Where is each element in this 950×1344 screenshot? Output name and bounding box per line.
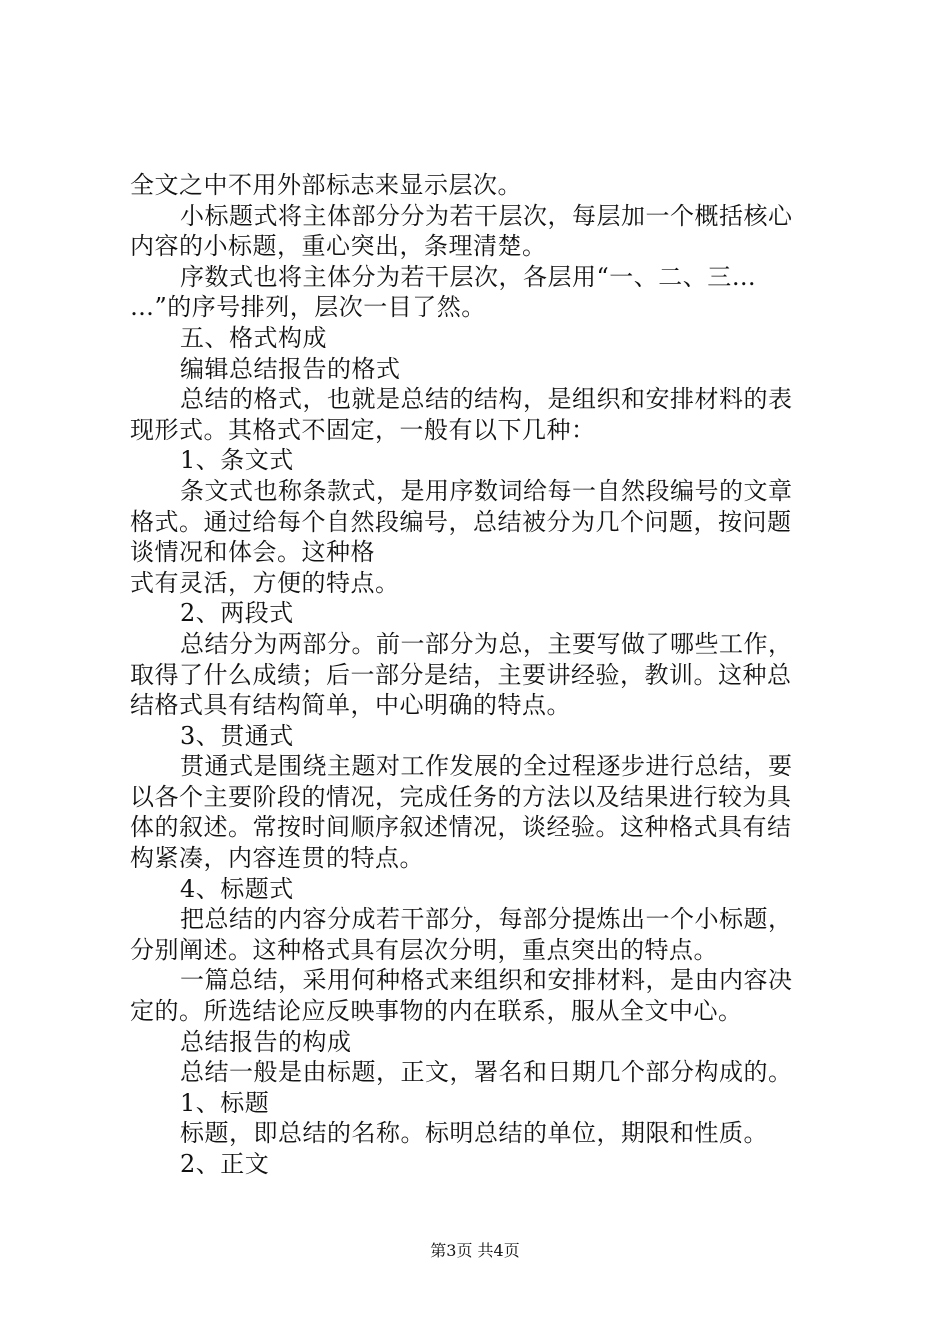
- text-line: 内容的小标题，重心突出，条理清楚。: [130, 232, 547, 261]
- text-line: 标题，即总结的名称。标明总结的单位，期限和性质。: [180, 1119, 768, 1148]
- text-line: 以各个主要阶段的情况，完成任务的方法以及结果进行较为具: [130, 782, 792, 811]
- text-line: 总结分为两部分。前一部分为总，主要写做了哪些工作，: [180, 629, 793, 658]
- text-line: 总结的格式，也就是总结的结构，是组织和安排材料的表: [180, 385, 793, 414]
- text-line: 2、正文: [180, 1150, 270, 1178]
- text-line: 构紧凑，内容连贯的特点。: [130, 844, 424, 873]
- text-line: 五、格式构成: [180, 323, 327, 352]
- text-line: 小标题式将主体部分分为若干层次，每层加一个概括核心: [180, 201, 793, 230]
- text-line: 体的叙述。常按时间顺序叙述情况，谈经验。这种格式具有结: [130, 813, 792, 842]
- text-line: 2、两段式: [180, 599, 294, 628]
- text-line: 总结一般是由标题，正文，署名和日期几个部分构成的。: [180, 1058, 793, 1087]
- text-line: 1、条文式: [180, 446, 294, 475]
- text-line: 贯通式是围绕主题对工作发展的全过程逐步进行总结，要: [180, 752, 793, 781]
- text-line: 条文式也称条款式，是用序数词给每一自然段编号的文章: [180, 476, 793, 505]
- text-line: 格式。通过给每个自然段编号，总结被分为几个问题，按问题: [130, 507, 792, 536]
- document-body: [130, 170, 830, 1180]
- text-line: 4、标题式: [180, 874, 294, 903]
- text-line: 谈情况和体会。这种格: [130, 538, 375, 567]
- text-line: 式有灵活，方便的特点。: [130, 568, 400, 597]
- text-line: 总结报告的构成: [180, 1027, 352, 1056]
- text-line: …”的序号排列，层次一目了然。: [130, 293, 486, 322]
- text-line: 编辑总结报告的格式: [180, 354, 401, 383]
- text-line: 全文之中不用外部标志来显示层次。: [130, 171, 522, 199]
- text-line: 把总结的内容分成若干部分，每部分提炼出一个小标题，: [180, 905, 793, 934]
- text-line: 现形式。其格式不固定，一般有以下几种：: [130, 415, 596, 444]
- text-line: 分别阐述。这种格式具有层次分明，重点突出的特点。: [130, 935, 718, 964]
- text-line: 定的。所选结论应反映事物的内在联系，服从全文中心。: [130, 997, 743, 1026]
- text-line: 3、贯通式: [180, 721, 294, 750]
- text-line: 结格式具有结构简单，中心明确的特点。: [130, 691, 571, 720]
- page-footer: 第3页 共4页: [430, 1241, 520, 1260]
- text-line: 序数式也将主体分为若干层次，各层用“一、二、三…: [180, 262, 757, 291]
- text-line: 取得了什么成绩；后一部分是结，主要讲经验，教训。这种总: [130, 660, 792, 689]
- text-line: 1、标题: [180, 1088, 270, 1117]
- text-line: 一篇总结，采用何种格式来组织和安排材料，是由内容决: [180, 966, 793, 995]
